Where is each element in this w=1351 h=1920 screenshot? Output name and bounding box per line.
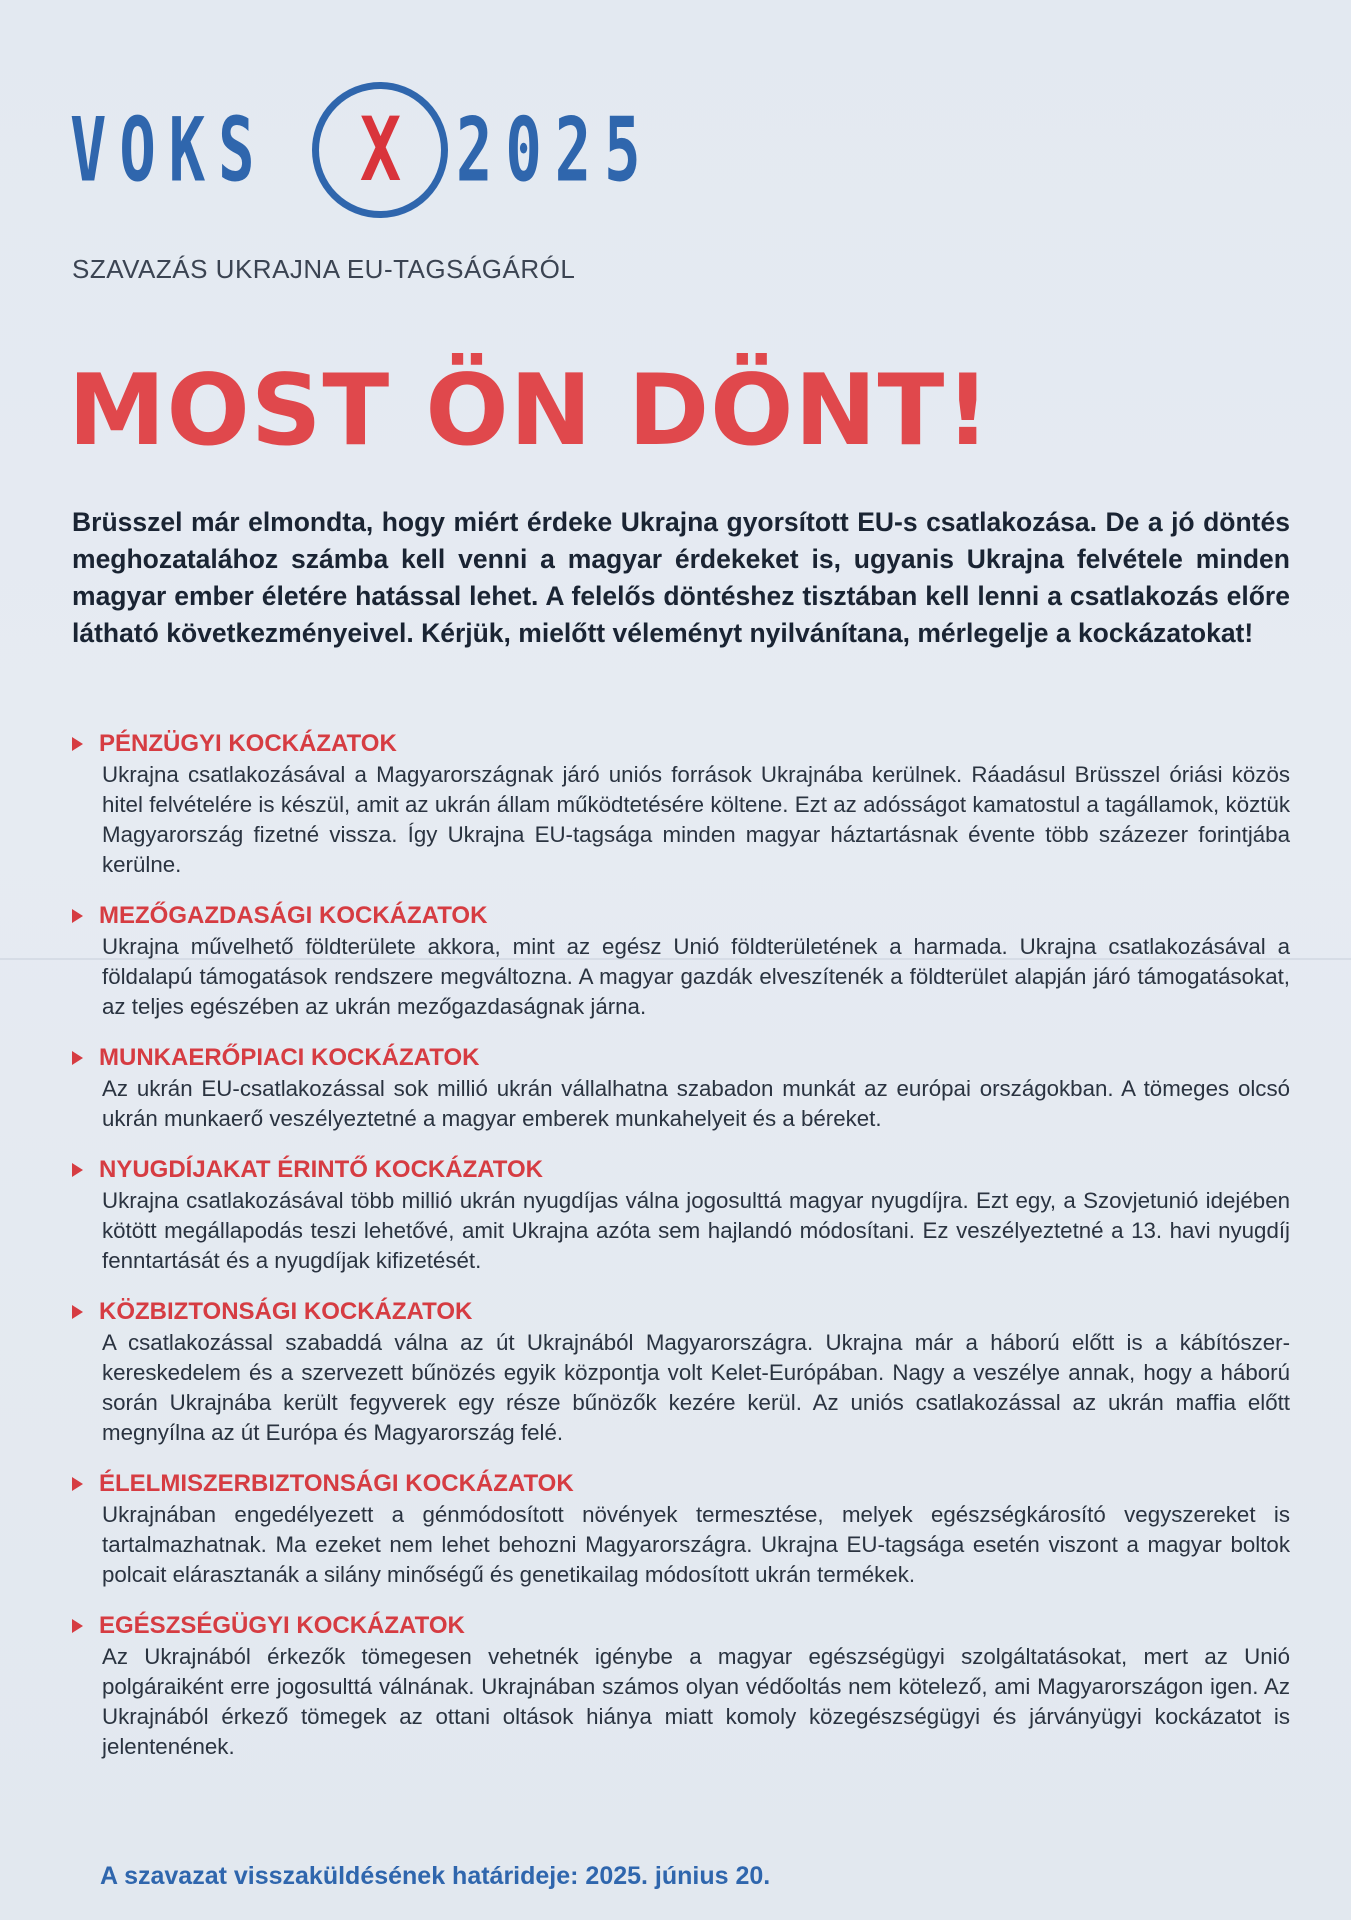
section-title: PÉNZÜGYI KOCKÁZATOK <box>99 730 397 757</box>
section-body: Ukrajnában engedélyezett a génmódosított növények termesztése, melyek egészségkárosító vegyszereket is tartalmazhatnak. Ma ezeket nem lehet behozni Magyarországra. Ukrajna EU-tagsága esetén viszont a magyar boltok polcait elárasztanák a silány minőségű és genetikailag módosított ukrán termékek. <box>102 1502 1290 1587</box>
section-title: MEZŐGAZDASÁGI KOCKÁZATOK <box>99 902 488 929</box>
voks-logo <box>70 78 706 222</box>
risk-section-pension <box>72 1154 1290 1276</box>
section-body: A csatlakozással szabaddá válna az út Ukrajnából Magyarországra. Ukrajna már a háború előtt is a kábítószer-kereskedelem és a szervezett bűnözés egyik központja volt Kelet-Európában. Nagy a veszélye annak, hogy a háború során Ukrajnába került fegyverek egy része bűnözők kezére kerül. Az uniós csatlakozással az ukrán maffia előtt megnyílna az út Európa és Magyarország felé. <box>102 1330 1290 1445</box>
section-body: Ukrajna művelhető földterülete akkora, mint az egész Unió földterületének a harmada. Ukrajna csatlakozásával a földalapú támogatások rendszere megváltozna. A magyar gazdák elveszítenék a földterület alapján járó támogatásokat, az teljes egészében az ukrán mezőgazdaságnak járna. <box>102 934 1290 1019</box>
triangle-bullet-icon <box>72 909 83 923</box>
risk-section-labour <box>72 1042 1290 1134</box>
headline: MOST ÖN DÖNT! <box>68 354 992 468</box>
subtitle: SZAVAZÁS UKRAJNA EU-TAGSÁGÁRÓL <box>72 254 576 284</box>
section-title: EGÉSZSÉGÜGYI KOCKÁZATOK <box>99 1612 465 1639</box>
section-title: MUNKAERŐPIACI KOCKÁZATOK <box>99 1044 480 1071</box>
logo-mark-x: X <box>359 98 401 201</box>
deadline-notice: A szavazat visszaküldésének határideje: 2025. június 20. <box>100 1862 771 1890</box>
triangle-bullet-icon <box>72 1619 83 1633</box>
section-title: KÖZBIZTONSÁGI KOCKÁZATOK <box>99 1298 473 1325</box>
logo-year: 2025 <box>456 98 654 202</box>
risk-sections <box>72 728 1290 1782</box>
triangle-bullet-icon <box>72 1051 83 1065</box>
logo-word-voks: VOKS <box>70 98 268 202</box>
risk-section-food-safety <box>72 1468 1290 1590</box>
risk-section-public-security <box>72 1296 1290 1448</box>
intro-paragraph: Brüsszel már elmondta, hogy miért érdeke Ukrajna gyorsított EU-s csatlakozása. De a jó döntés meghozatalához számba kell venni a magyar érdekeket is, ugyanis Ukrajna felvétele minden magyar ember életére hatással lehet. A felelős döntéshez tisztában kell lenni a csatlakozás előre látható következményeivel. Kérjük, mielőtt véleményt nyilvánítana, mérlegelje a kockázatokat! <box>72 507 1290 648</box>
triangle-bullet-icon <box>72 737 83 751</box>
section-title: ÉLELMISZERBIZTONSÁGI KOCKÁZATOK <box>99 1470 574 1497</box>
section-body: Ukrajna csatlakozásával a Magyarországnak járó uniós források Ukrajnába kerülnek. Ráadásul Brüsszel óriási közös hitel felvételére is készül, amit az ukrán állam működtetésére költene. Ezt az adósságot kamatostul a tagállamok, köztük Magyarország fizetné vissza. Így Ukrajna EU-tagsága minden magyar háztartásnak évente több százezer forintjába kerülne. <box>102 762 1290 877</box>
risk-section-agricultural <box>72 900 1290 1022</box>
section-body: Ukrajna csatlakozásával több millió ukrán nyugdíjas válna jogosulttá magyar nyugdíjra. Ezt egy, a Szovjetunió idejében kötött megállapodás teszi lehetővé, amit Ukrajna azóta sem hajlandó módosítani. Ez veszélyeztetné a 13. havi nyugdíj fenntartását és a nyugdíjak kifizetését. <box>102 1188 1290 1273</box>
triangle-bullet-icon <box>72 1163 83 1177</box>
triangle-bullet-icon <box>72 1305 83 1319</box>
risk-section-financial <box>72 728 1290 880</box>
section-title: NYUGDÍJAKAT ÉRINTŐ KOCKÁZATOK <box>99 1156 543 1183</box>
triangle-bullet-icon <box>72 1477 83 1491</box>
section-body: Az ukrán EU-csatlakozással sok millió ukrán vállalhatna szabadon munkát az európai országokban. A tömeges olcsó ukrán munkaerő veszélyeztetné a magyar emberek munkahelyeit és a béreket. <box>102 1076 1290 1131</box>
ballot-x-icon <box>312 82 448 218</box>
section-body: Az Ukrajnából érkezők tömegesen vehetnék igénybe a magyar egészségügyi szolgáltatásokat, mert az Unió polgáraiként erre jogosulttá válnának. Ukrajnában számos olyan védőoltás nem kötelező, ami Magyarországon igen. Az Ukrajnából érkező tömegek az ottani oltások hiánya miatt komoly közegészségügyi és járványügyi kockázatot is jelentenének. <box>102 1644 1290 1759</box>
risk-section-health <box>72 1610 1290 1762</box>
